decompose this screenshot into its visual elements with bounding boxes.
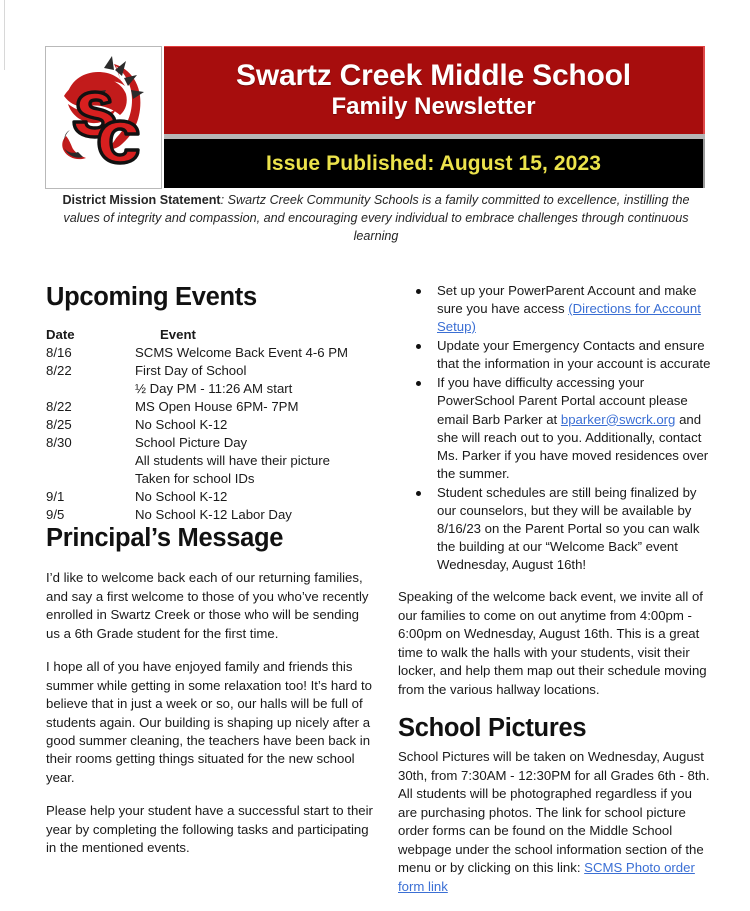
list-item — [416, 484, 713, 574]
table-row — [46, 380, 376, 398]
principal-paragraph: I’d like to welcome back each of our returning families, and say a first welcome to those of you who’ve recently enrolled in Swartz Creek or those who will be sending us a 6th Grade student for the first time. — [46, 570, 369, 641]
header-black-bar — [164, 139, 705, 188]
cell-event: MS Open House 6PM- 7PM — [135, 399, 299, 415]
left-column — [46, 283, 376, 873]
table-header-row — [46, 326, 376, 344]
cell-date: 8/22 — [46, 399, 72, 415]
cell-date — [46, 452, 135, 470]
cell-date: 9/5 — [46, 506, 65, 522]
page-title-principals-message: Principal’s Message — [46, 523, 284, 552]
task-text: Student schedules are still being finalized by our counselors, but they will be available by 8/16/23 on the Parent Portal so you can walk the building at our “Welcome Back” event Wednesday, August 16th! — [437, 484, 700, 573]
issue-date: Issue Published: August 15, 2023 — [265, 151, 602, 175]
page-title-upcoming-events: Upcoming Events — [46, 283, 257, 311]
welcome-back-paragraph: Speaking of the welcome back event, we invite all of our families to come on out anytime from 4:00pm - 6:00pm on Wednesday, August 16th. This is a great time to walk the halls with your students, visit their locker, and help them map out their schedule moving from the various hallway locations. — [398, 589, 707, 697]
principal-paragraph: Please help your student have a successful start to their year by completing the following tasks and participating in the mentioned events. — [46, 803, 373, 856]
directions-for-account-setup-link[interactable]: (Directions for Account Setup) — [437, 301, 701, 335]
table-row — [46, 470, 376, 488]
cell-event: No School K-12 — [135, 488, 228, 504]
cell-date: 9/1 — [46, 488, 65, 504]
mission-separator: : — [220, 193, 228, 207]
table-row — [46, 398, 376, 416]
column-header-event: Event — [160, 327, 196, 343]
table-row — [46, 344, 376, 362]
barb-parker-email-link[interactable]: bparker@swcrk.org — [560, 411, 676, 427]
cell-event: All students will have their picture — [135, 452, 330, 468]
task-text-after: and she will reach out to you. Additionally, contact Ms. Parker if you have moved residences over the summer. — [437, 411, 709, 481]
column-header-date: Date — [46, 327, 75, 343]
table-row — [46, 506, 376, 524]
cell-event: No School K-12 — [135, 417, 228, 433]
school-pictures-text: School Pictures will be taken on Wednesday, August 30th, from 7:30AM - 12:30PM for all Grades 6th - 8th. All students will be photographed regardless if you are purchasing photos. The link for school picture order forms can be found on the Middle School webpage under the school information section of the menu or by clicking on this link: — [398, 749, 710, 876]
cell-date — [46, 470, 135, 488]
cell-date — [46, 380, 135, 398]
cell-event: School Picture Day — [135, 435, 248, 451]
page-title-school-pictures: School Pictures — [398, 714, 587, 743]
right-column — [398, 282, 713, 911]
cell-date: 8/30 — [46, 435, 72, 451]
task-text: If you have difficulty accessing your PowerSchool Parent Portal account please email Barb Parker at — [437, 375, 688, 427]
table-row — [46, 416, 376, 434]
school-logo — [45, 46, 162, 189]
task-text: Update your Emergency Contacts and ensure that the information in your account is accurate — [437, 338, 711, 372]
header-red-banner — [164, 46, 705, 134]
table-row — [46, 488, 376, 506]
cell-event: SCMS Welcome Back Event 4-6 PM — [135, 345, 349, 361]
cell-date: 8/16 — [46, 345, 72, 361]
dragon-sc-logo-icon — [52, 52, 156, 184]
newsletter-subtitle: Family Newsletter — [331, 92, 536, 120]
list-item — [416, 337, 713, 373]
principal-paragraph: I hope all of you have enjoyed family and friends this summer while getting in some relaxation too! It’s hard to believe that in just a week or so, our halls will be full of students again. Our building is shaping up nicely after a good summer cleaning, the teachers have been back in their rooms getting things situated for the new school year. — [46, 659, 372, 785]
cell-event: Taken for school IDs — [135, 470, 255, 486]
table-row — [46, 362, 376, 380]
principals-message-body — [46, 569, 376, 858]
cell-date: 8/25 — [46, 417, 72, 433]
list-item — [416, 282, 713, 336]
cell-event: No School K-12 Labor Day — [135, 506, 292, 522]
district-mission-statement — [45, 192, 707, 246]
parent-tasks-list — [398, 282, 713, 574]
cell-event: ½ Day PM - 11:26 AM start — [135, 381, 293, 397]
mission-label: District Mission Statement — [62, 193, 221, 207]
mission-text: Swartz Creek Community Schools is a family committed to excellence, instilling the values of integrity and compassion, and encouraging every individual to embrace challenges through continuous learning — [63, 193, 690, 243]
task-text: Set up your PowerParent Account and make sure you have access — [437, 283, 697, 317]
table-row — [46, 452, 376, 470]
page-edge-rule — [4, 0, 5, 70]
table-row — [46, 434, 376, 452]
newsletter-header — [45, 46, 705, 189]
school-name: Swartz Creek Middle School — [236, 59, 631, 92]
list-item — [416, 374, 713, 482]
scms-photo-order-form-link[interactable]: SCMS Photo order form link — [398, 860, 695, 894]
school-pictures-body — [398, 748, 713, 896]
cell-event: First Day of School — [135, 363, 247, 379]
upcoming-events-table — [46, 326, 376, 523]
cell-date: 8/22 — [46, 363, 72, 379]
